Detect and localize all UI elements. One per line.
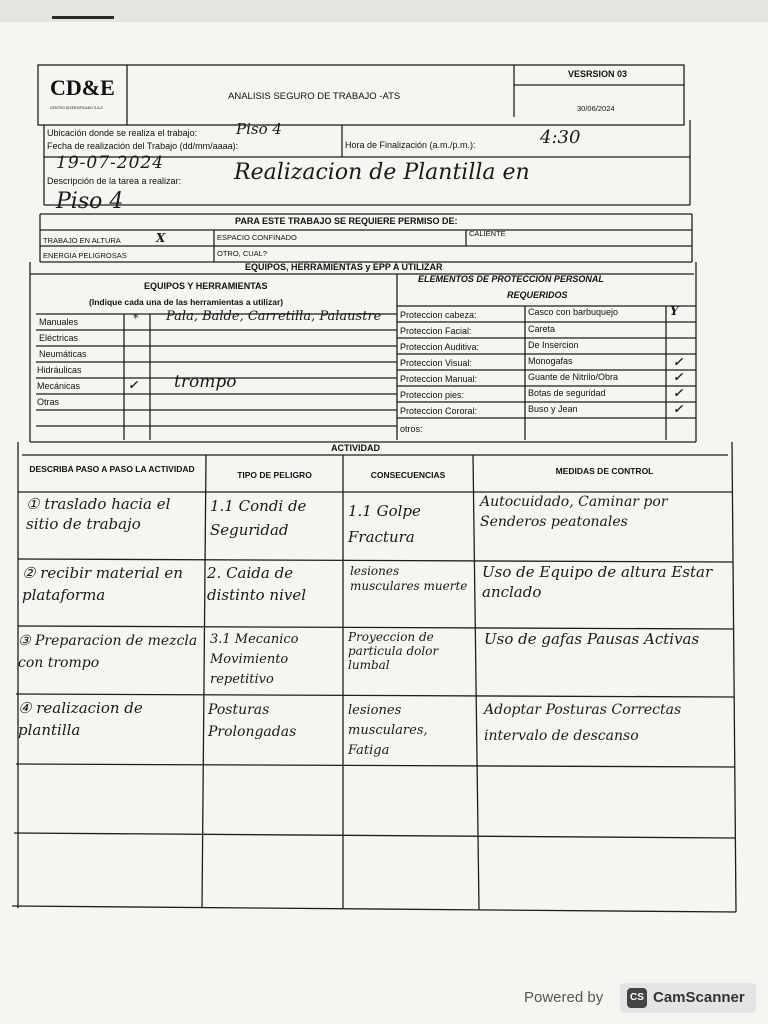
tool-value-mecanicas: trompo	[174, 372, 237, 392]
permit-confined-label: ESPACIO CONFINADO	[217, 233, 297, 242]
ppe-value-head: Casco con barbuquejo	[528, 307, 619, 317]
activity-row-2-step: ② recibir material en plataforma	[22, 564, 183, 604]
activity-row-3-control: Uso de gafas Pausas Activas	[484, 630, 700, 648]
activity-row-2-hazard: 2. Caida de distinto nivel	[207, 564, 307, 604]
ppe-title-line1: ELEMENTOS DE PROTECCIÓN PERSONAL	[418, 274, 604, 284]
equipment-heading: EQUIPOS, HERRAMIENTAS y EPP A UTILIZAR	[245, 262, 443, 272]
ppe-mark-feet: ✓	[673, 386, 684, 400]
activity-row-1-consequence: 1.1 Golpe Fractura	[348, 502, 421, 546]
ppe-mark-body: ✓	[673, 402, 684, 416]
powered-by-text: Powered by	[524, 989, 604, 1006]
ppe-label-face: Proteccion Facial:	[400, 326, 472, 336]
permit-hot-label: CALIENTE	[469, 229, 506, 238]
date-value: 19-07-2024	[56, 153, 165, 173]
form-title: ANALISIS SEGURO DE TRABAJO -ATS	[228, 91, 401, 102]
camscanner-icon: CS	[627, 988, 647, 1008]
activity-row-2-consequence: lesiones musculares muerte	[350, 564, 468, 593]
task-label: Descripción de la tarea a realizar:	[47, 176, 182, 186]
task-value-line2: Piso 4	[56, 189, 124, 214]
ppe-mark-visual: ✓	[673, 355, 684, 369]
tool-label-neumaticas: Neumáticas	[39, 349, 87, 359]
column-header-step: DESCRIBA PASO A PASO LA ACTIVIDAD	[29, 464, 195, 474]
ppe-label-body: Proteccion Cororal:	[400, 406, 478, 416]
tools-title: EQUIPOS Y HERRAMIENTAS	[144, 281, 268, 291]
ppe-label-hearing: Proteccion Auditiva:	[400, 342, 480, 352]
ppe-value-hearing: De Insercion	[528, 340, 579, 350]
ppe-value-manual: Guante de Nitrilo/Obra	[528, 372, 619, 382]
ppe-label-feet: Proteccion pies:	[400, 390, 465, 400]
location-value: Piso 4	[236, 120, 282, 138]
activity-row-3-step: ③ Preparacion de mezcla con trompo	[18, 633, 198, 671]
permit-height-mark: X	[156, 231, 166, 245]
ppe-title-line2: REQUERIDOS	[507, 290, 568, 300]
ppe-label-head: Proteccion cabeza:	[400, 310, 477, 320]
tool-value-manuales: Pala, Balde, Carretilla, Palaustre	[166, 309, 382, 324]
ppe-value-face: Careta	[528, 324, 556, 334]
tool-label-electricas: Eléctricas	[39, 333, 79, 343]
tool-mark-mecanicas: ✓	[128, 378, 139, 392]
ppe-label-other: otros:	[400, 424, 423, 434]
tool-label-otras: Otras	[37, 397, 60, 407]
ppe-value-feet: Botas de seguridad	[528, 388, 606, 398]
activity-row-3-hazard: 3.1 Mecanico Movimiento repetitivo	[210, 632, 299, 687]
activity-row-1-step: ① traslado hacia el sitio de trabajo	[26, 495, 171, 533]
company-logo: CD&E	[50, 75, 115, 100]
ppe-value-body: Buso y Jean	[528, 404, 578, 414]
activity-row-4-step: ④ realizacion de plantilla	[18, 699, 143, 739]
form-version: VESRSION 03	[568, 69, 628, 79]
tool-mark-manuales: *	[133, 312, 139, 325]
permit-height-label: TRABAJO EN ALTURA	[43, 236, 121, 245]
activity-row-2-control: Uso de Equipo de altura Estar anclado	[482, 563, 713, 601]
activity-row-1-hazard: 1.1 Condi de Seguridad	[210, 497, 307, 539]
ppe-value-visual: Monogafas	[528, 356, 573, 366]
ppe-mark-manual: ✓	[673, 370, 684, 384]
tool-label-hidraulicas: Hidráulicas	[37, 365, 82, 375]
ppe-label-manual: Proteccion Manual:	[400, 374, 478, 384]
company-logo-subtext: CENTRO DIVERSIFICADO S.A.S	[50, 106, 103, 110]
activity-row-4-hazard: Posturas Prolongadas	[208, 702, 297, 740]
date-label: Fecha de realización del Trabajo (dd/mm/aaaa):	[47, 141, 239, 151]
activity-row-4-control: Adoptar Posturas Correctas intervalo de descanso	[484, 702, 682, 744]
permits-heading: PARA ESTE TRABAJO SE REQUIERE PERMISO DE:	[235, 216, 458, 226]
task-value-line1: Realizacion de Plantilla en	[234, 160, 530, 185]
column-header-control: MEDIDAS DE CONTROL	[555, 466, 654, 476]
end-time-value: 4:30	[540, 127, 581, 148]
column-header-hazard: TIPO DE PELIGRO	[237, 470, 312, 480]
tools-subtitle: (Indique cada una de las herramientas a utilizar)	[89, 297, 284, 307]
camscanner-brand: CamScanner	[653, 989, 745, 1006]
end-time-label: Hora de Finalización (a.m./p.m.):	[345, 140, 476, 150]
activity-heading: ACTIVIDAD	[331, 443, 380, 453]
location-label: Ubicación donde se realiza el trabajo:	[47, 128, 198, 138]
column-header-consequence: CONSECUENCIAS	[370, 470, 446, 480]
permit-energy-label: ENERGIA PELIGROSAS	[43, 251, 127, 260]
tool-label-manuales: Manuales	[39, 317, 79, 327]
ppe-mark-head: Y	[670, 304, 679, 318]
activity-row-4-consequence: lesiones musculares, Fatiga	[348, 703, 428, 758]
ppe-label-visual: Proteccion Visual:	[400, 358, 472, 368]
activity-row-3-consequence: Proyeccion de particula dolor lumbal	[348, 630, 439, 672]
tool-label-mecanicas: Mecánicas	[37, 381, 81, 391]
permit-other-label: OTRO, CUAL?	[217, 249, 268, 258]
form-version-date: 30/06/2024	[577, 104, 615, 113]
activity-row-1-control: Autocuidado, Caminar por Senderos peatonales	[480, 494, 668, 530]
